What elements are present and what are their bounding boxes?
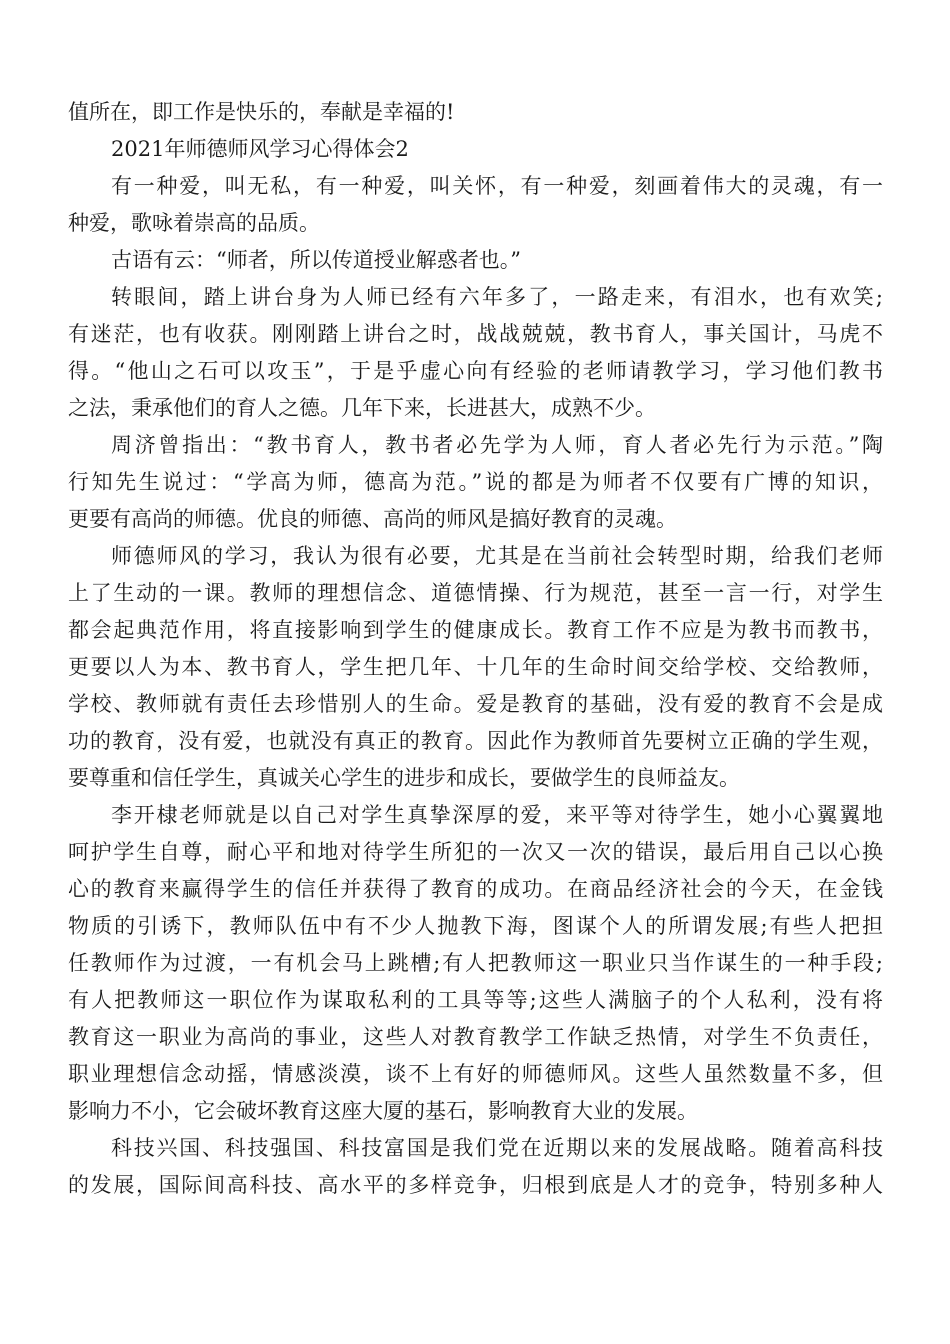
text-line: 李开棣老师就是以自己对学生真挚深厚的爱，来平等对待学生，她小心翼翼地: [111, 803, 883, 827]
text-line: 有迷茫，也有收获。刚刚踏上讲台之时，战战兢兢，教书育人，事关国计，马虎不: [68, 322, 883, 346]
text-line: 更要以人为本、教书育人，学生把几年、十几年的生命时间交给学校、交给教师，: [68, 655, 883, 679]
text-line: 转眼间，踏上讲台身为人师已经有六年多了，一路走来，有泪水，也有欢笑;: [111, 285, 883, 309]
text-line: 要尊重和信任学生，真诚关心学生的进步和成长，要做学生的良师益友。: [68, 766, 740, 790]
text-line: 之法，秉承他们的育人之德。几年下来，长进甚大，成熟不少。: [68, 396, 656, 420]
text-line: 教育这一职业为高尚的事业，这些人对教育教学工作缺乏热情，对学生不负责任，: [68, 1025, 883, 1049]
text-line: 功的教育，没有爱，也就没有真正的教育。因此作为教师首先要树立正确的学生观，: [68, 729, 883, 753]
text-line: 影响力不小，它会破坏教育这座大厦的基石，影响教育大业的发展。: [68, 1099, 698, 1123]
text-line: 周济曾指出：“教书育人，教书者必先学为人师，育人者必先行为示范。”陶: [111, 433, 883, 457]
text-line: 任教师作为过渡，一有机会马上跳槽;有人把教师这一职业只当作谋生的一种手段;: [68, 951, 883, 975]
text-line: 呵护学生自尊，耐心平和地对待学生所犯的一次又一次的错误，最后用自己以心换: [68, 840, 883, 864]
text-line: 古语有云：“师者，所以传道授业解惑者也。”: [111, 248, 521, 272]
text-line: 都会起典范作用，将直接影响到学生的健康成长。教育工作不应是为教书而教书，: [68, 618, 883, 642]
text-line: 有人把教师这一职位作为谋取私利的工具等等;这些人满脑子的个人私利，没有将: [68, 988, 883, 1012]
text-line: 科技兴国、科技强国、科技富国是我们党在近期以来的发展战略。随着高科技: [111, 1136, 883, 1160]
text-line: 学校、教师就有责任去珍惜别人的生命。爱是教育的基础，没有爱的教育不会是成: [68, 692, 883, 716]
text-line: 更要有高尚的师德。优良的师德、高尚的师风是搞好教育的灵魂。: [68, 507, 677, 531]
document-page: [68, 94, 883, 1204]
text-line: 得。“他山之石可以攻玉”，于是乎虚心向有经验的老师请教学习，学习他们教书: [68, 359, 883, 383]
text-line: 师德师风的学习，我认为很有必要，尤其是在当前社会转型时期，给我们老师: [111, 544, 883, 568]
text-line: 物质的引诱下，教师队伍中有不少人抛教下海，图谋个人的所谓发展;有些人把担: [68, 914, 883, 938]
text-line: 种爱，歌咏着崇高的品质。: [68, 211, 320, 235]
text-line: 值所在，即工作是快乐的，奉献是幸福的!: [68, 100, 455, 124]
text-line: 心的教育来赢得学生的信任并获得了教育的成功。在商品经济社会的今天，在金钱: [68, 877, 883, 901]
section-heading: 2021年师德师风学习心得体会2: [111, 137, 409, 161]
text-line: 行知先生说过：“学高为师，德高为范。”说的都是为师者不仅要有广博的知识，: [68, 470, 883, 494]
text-line: 的发展，国际间高科技、高水平的多样竞争，归根到底是人才的竞争，特别多种人: [68, 1173, 883, 1197]
text-line: 职业理想信念动摇，情感淡漠，谈不上有好的师德师风。这些人虽然数量不多，但: [68, 1062, 883, 1086]
text-line: 上了生动的一课。教师的理想信念、道德情操、行为规范，甚至一言一行，对学生: [68, 581, 883, 605]
text-line: 有一种爱，叫无私，有一种爱，叫关怀，有一种爱，刻画着伟大的灵魂，有一: [111, 174, 883, 198]
